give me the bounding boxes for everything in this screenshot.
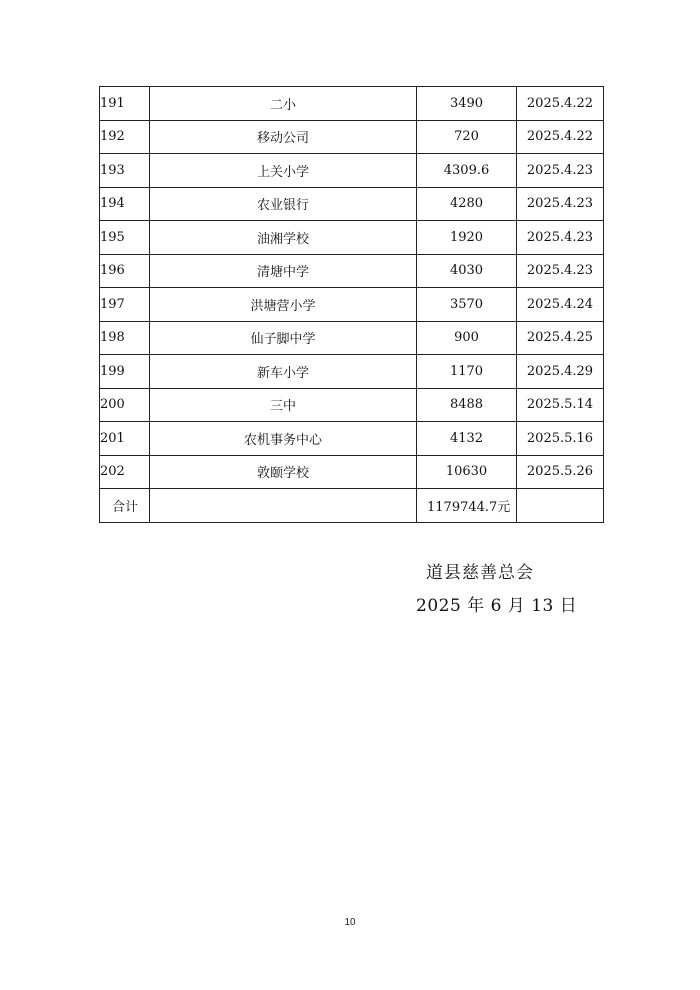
row-number: 191 (100, 87, 150, 121)
row-number: 199 (100, 355, 150, 389)
donor-name: 三中 (150, 388, 417, 422)
donation-amount: 1170 (417, 355, 517, 389)
table-row (100, 87, 604, 121)
donation-date: 2025.4.24 (517, 288, 604, 322)
table-row (100, 221, 604, 255)
donation-amount: 1920 (417, 221, 517, 255)
donation-amount: 4030 (417, 254, 517, 288)
row-number: 196 (100, 254, 150, 288)
donation-amount: 900 (417, 321, 517, 355)
donation-amount: 720 (417, 120, 517, 154)
table-row (100, 355, 604, 389)
row-number: 194 (100, 187, 150, 221)
row-number: 202 (100, 455, 150, 489)
table-row (100, 422, 604, 456)
donor-name: 敦颐学校 (150, 455, 417, 489)
donor-name: 农机事务中心 (150, 422, 417, 456)
donation-date: 2025.5.14 (517, 388, 604, 422)
donation-date: 2025.4.23 (517, 187, 604, 221)
donation-amount: 3570 (417, 288, 517, 322)
donor-name: 仙子脚中学 (150, 321, 417, 355)
table-row (100, 254, 604, 288)
donation-amount: 4132 (417, 422, 517, 456)
donor-name: 洪塘营小学 (150, 288, 417, 322)
row-number: 195 (100, 221, 150, 255)
total-empty-cell (150, 489, 417, 523)
page-number: 10 (344, 917, 356, 928)
total-empty-date-cell (517, 489, 604, 523)
table-row (100, 154, 604, 188)
donation-date: 2025.4.22 (517, 120, 604, 154)
table-row (100, 455, 604, 489)
signature-organization: 道县慈善总会 (426, 563, 534, 583)
row-number: 193 (100, 154, 150, 188)
donation-amount: 8488 (417, 388, 517, 422)
row-number: 198 (100, 321, 150, 355)
donation-table (99, 86, 604, 523)
donation-date: 2025.4.23 (517, 154, 604, 188)
total-label: 合计 (100, 489, 150, 523)
total-row (100, 489, 604, 523)
donor-name: 清塘中学 (150, 254, 417, 288)
donation-date: 2025.4.23 (517, 254, 604, 288)
row-number: 192 (100, 120, 150, 154)
table-row (100, 288, 604, 322)
donation-table-body (100, 87, 604, 523)
donation-date: 2025.5.26 (517, 455, 604, 489)
donation-date: 2025.4.25 (517, 321, 604, 355)
donation-amount: 4309.6 (417, 154, 517, 188)
donor-name: 二小 (150, 87, 417, 121)
row-number: 197 (100, 288, 150, 322)
donation-amount: 10630 (417, 455, 517, 489)
signature-date: 2025 年 6 月 13 日 (416, 596, 578, 616)
donation-amount: 3490 (417, 87, 517, 121)
donor-name: 新车小学 (150, 355, 417, 389)
table-row (100, 187, 604, 221)
donor-name: 上关小学 (150, 154, 417, 188)
total-amount: 1179744.7元 (417, 489, 517, 523)
donor-name: 移动公司 (150, 120, 417, 154)
donor-name: 油湘学校 (150, 221, 417, 255)
donation-date: 2025.5.16 (517, 422, 604, 456)
donation-amount: 4280 (417, 187, 517, 221)
row-number: 200 (100, 388, 150, 422)
donor-name: 农业银行 (150, 187, 417, 221)
table-row (100, 388, 604, 422)
table-row (100, 321, 604, 355)
row-number: 201 (100, 422, 150, 456)
donation-date: 2025.4.22 (517, 87, 604, 121)
donation-date: 2025.4.23 (517, 221, 604, 255)
donation-date: 2025.4.29 (517, 355, 604, 389)
table-row (100, 120, 604, 154)
